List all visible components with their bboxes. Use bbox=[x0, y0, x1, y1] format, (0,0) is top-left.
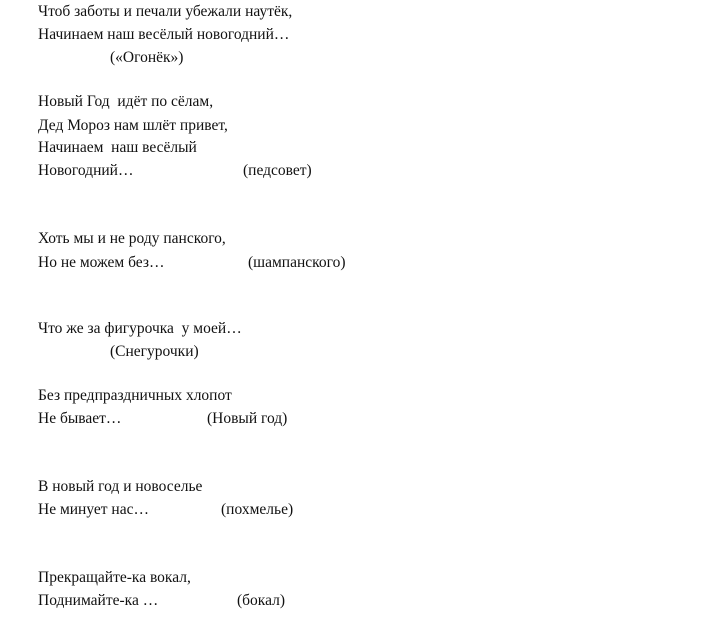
riddle-2-line-4: Новогодний… bbox=[38, 162, 134, 179]
riddle-4-answer: (Снегурочки) bbox=[110, 343, 199, 360]
riddle-1-line-2: Начинаем наш весёлый новогодний… bbox=[38, 26, 290, 43]
riddle-2-line-2: Дед Мороз нам шлёт привет, bbox=[38, 117, 228, 134]
riddle-2-line-1: Новый Год идёт по сёлам, bbox=[38, 93, 214, 110]
riddle-5-line-1: Без предпраздничных хлопот bbox=[38, 387, 232, 404]
riddle-1-line-1: Чтоб заботы и печали убежали наутёк, bbox=[38, 3, 293, 20]
riddle-7-line-1: Прекращайте-ка вокал, bbox=[38, 569, 191, 586]
riddle-1-answer: («Огонёк») bbox=[110, 49, 184, 66]
riddle-3-line-2: Но не можем без… bbox=[38, 254, 165, 271]
riddle-7-answer: (бокал) bbox=[237, 592, 286, 609]
riddle-6-line-1: В новый год и новоселье bbox=[38, 478, 203, 495]
riddle-5-answer: (Новый год) bbox=[207, 410, 288, 427]
riddle-5-line-2: Не бывает… bbox=[38, 410, 122, 427]
riddle-6-answer: (похмелье) bbox=[221, 501, 294, 518]
riddle-3-answer: (шампанского) bbox=[248, 254, 346, 271]
riddle-2-line-3: Начинаем наш весёлый bbox=[38, 139, 197, 156]
riddle-7-line-2: Поднимайте-ка … bbox=[38, 592, 159, 609]
riddle-3-line-1: Хоть мы и не роду панского, bbox=[38, 230, 226, 247]
riddle-2-answer: (педсовет) bbox=[243, 162, 312, 179]
riddle-4-line-1: Что же за фигурочка у моей… bbox=[38, 320, 242, 337]
riddle-6-line-2: Не минует нас… bbox=[38, 501, 149, 518]
